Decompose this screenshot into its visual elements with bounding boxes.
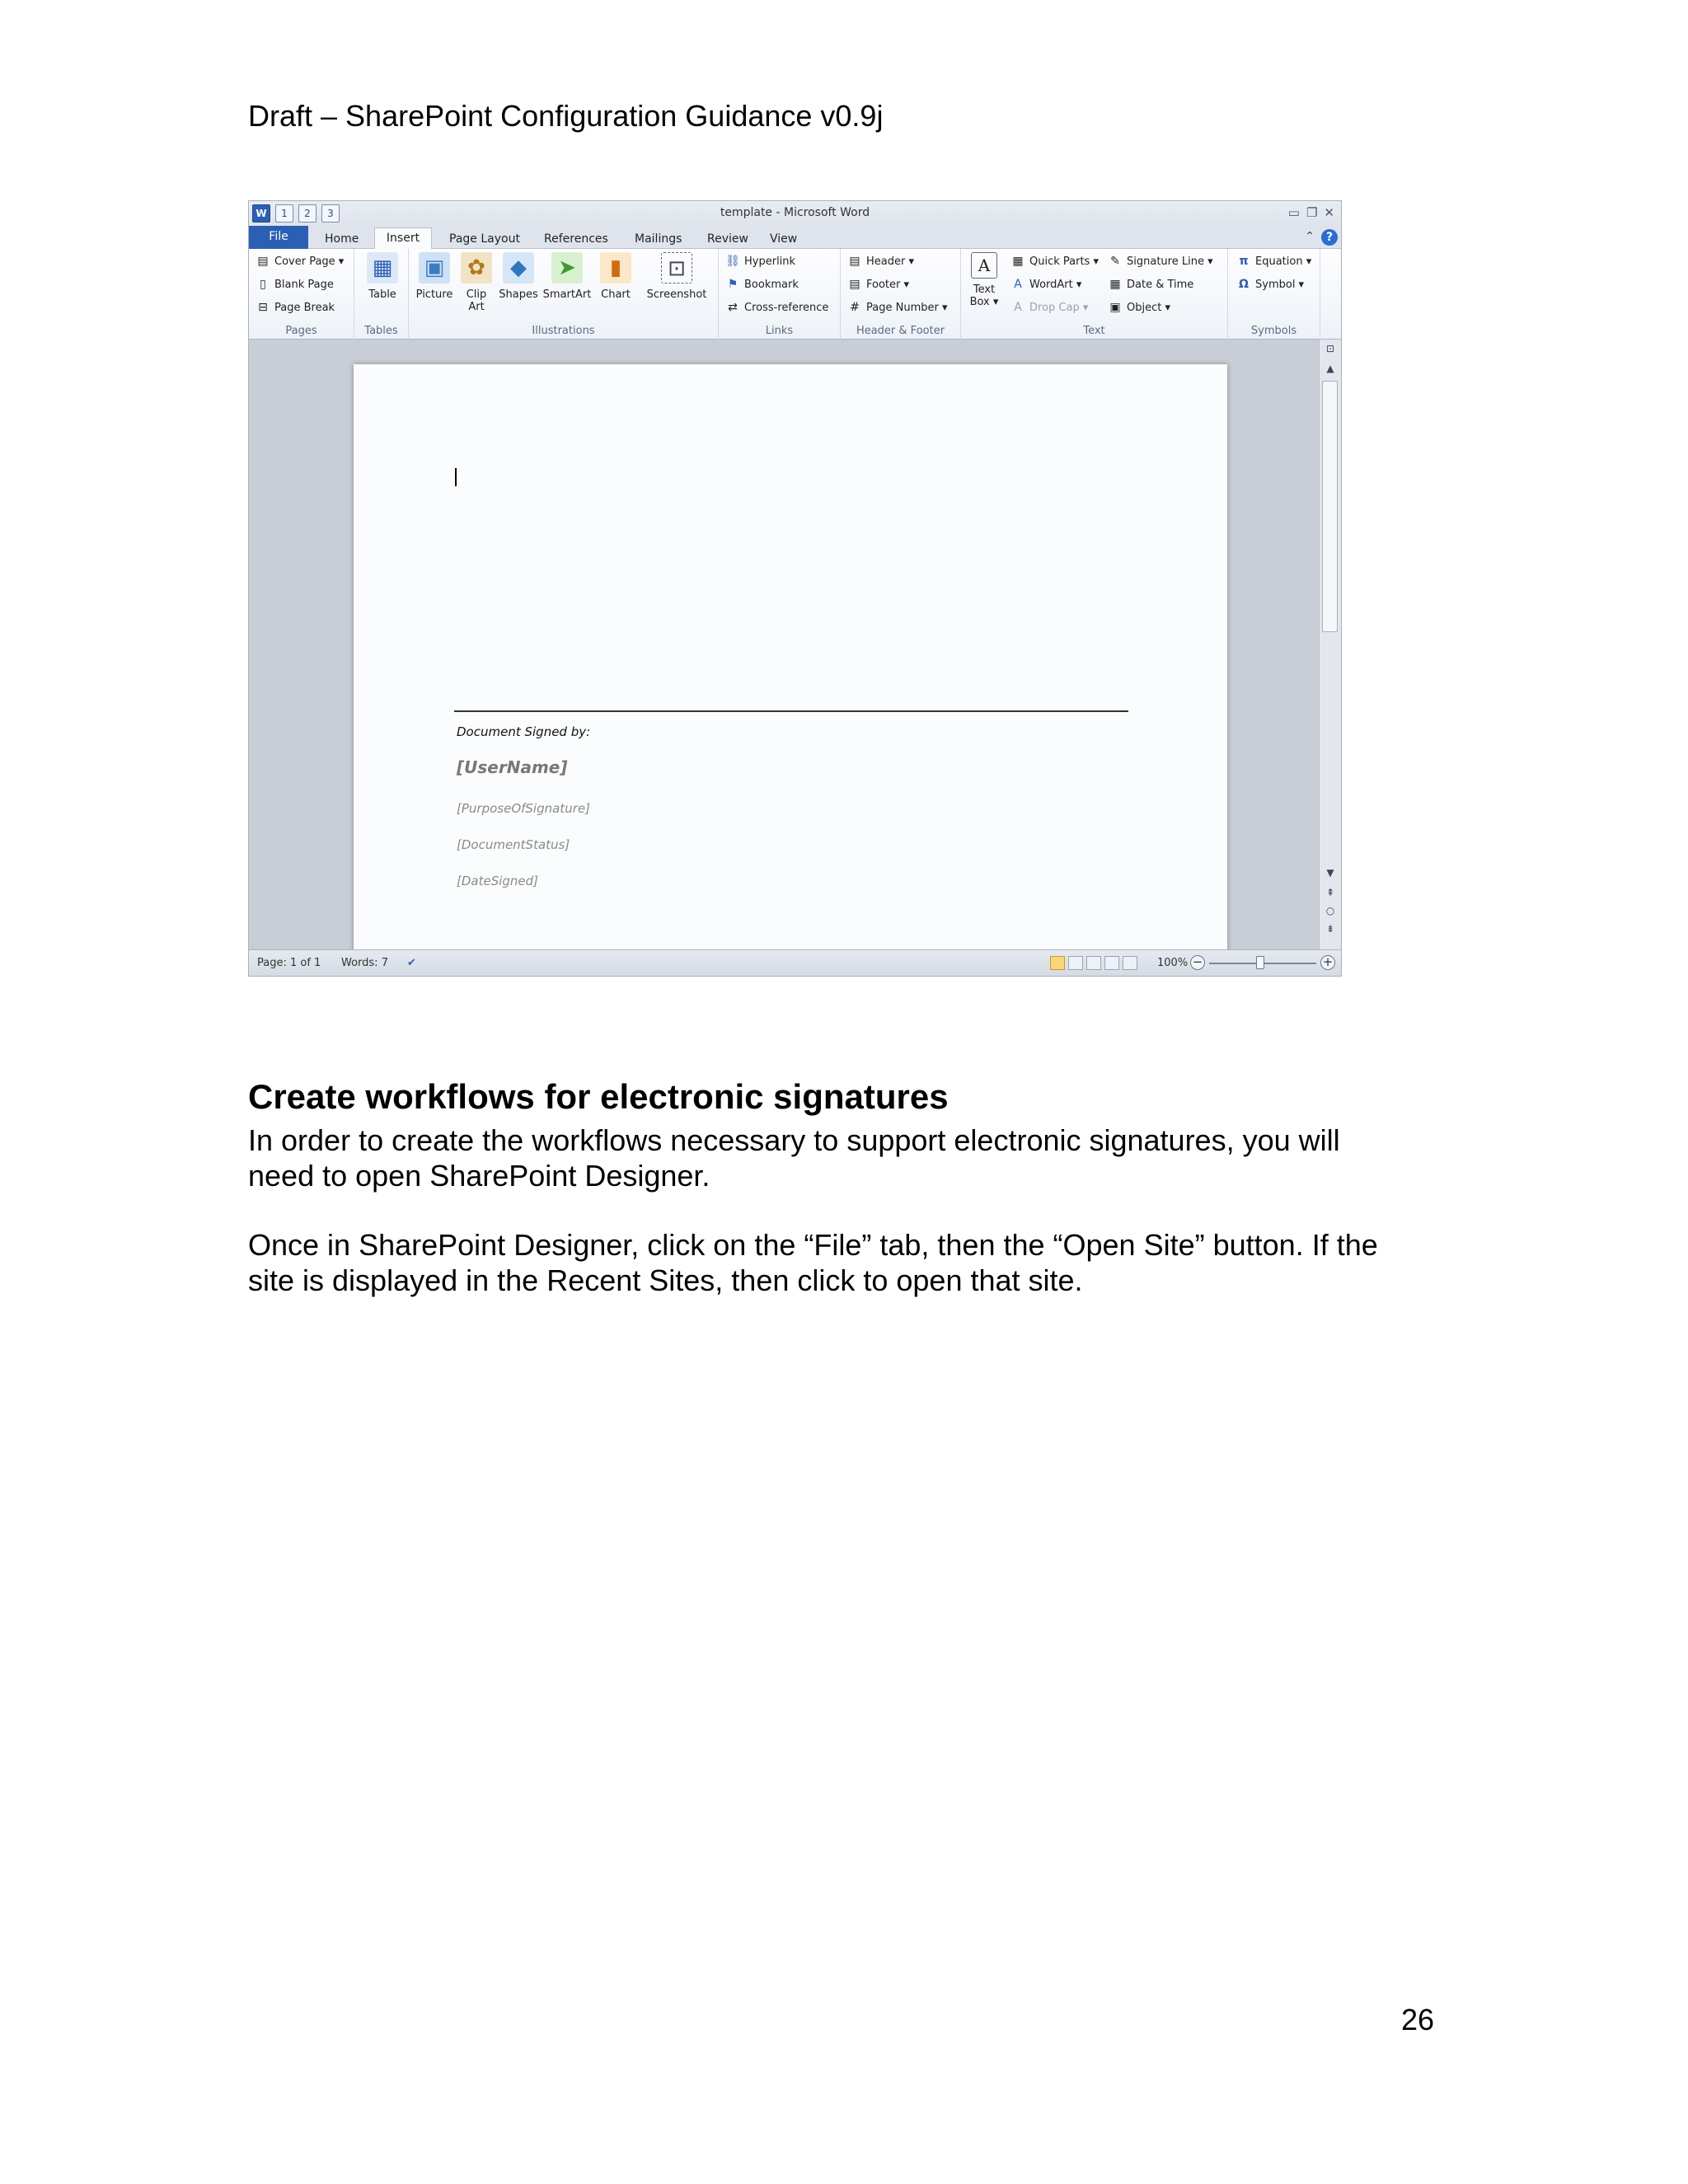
page-number-icon: # xyxy=(850,301,860,314)
status-bar xyxy=(249,949,1341,976)
group-text xyxy=(961,249,1228,340)
group-tables xyxy=(354,249,409,340)
group-label-tables: Tables xyxy=(364,325,398,337)
group-label-illustrations: Illustrations xyxy=(532,325,595,337)
signature-line-button[interactable]: ✎ Signature Line ▾ xyxy=(1108,254,1213,269)
paragraph-1-line-1: In order to create the workflows necessary to support electronic signatures, you will xyxy=(248,1123,1340,1157)
browse-object-icon[interactable]: ○ xyxy=(1325,905,1335,916)
chart-icon: ▮ xyxy=(600,252,631,284)
omega-icon: Ω xyxy=(1239,278,1249,291)
group-label-symbols: Symbols xyxy=(1250,325,1297,337)
clip-art-button[interactable]: ✿ Clip Art xyxy=(460,252,493,313)
redo-icon[interactable]: 3 xyxy=(321,204,340,223)
chart-button[interactable]: ▮ Chart xyxy=(597,252,635,301)
tab-mailings[interactable]: Mailings xyxy=(635,232,682,246)
paragraph-1-line-2: need to open SharePoint Designer. xyxy=(248,1159,710,1193)
section-heading: Create workflows for electronic signatures xyxy=(248,1077,949,1116)
help-icon[interactable]: ? xyxy=(1321,229,1338,246)
window-controls xyxy=(1288,205,1334,220)
drop-cap-icon: A xyxy=(1014,301,1022,314)
page-number-button[interactable]: # Page Number ▾ xyxy=(847,300,947,315)
symbol-button[interactable]: Ω Symbol ▾ xyxy=(1236,277,1304,292)
tab-view[interactable]: View xyxy=(770,232,798,246)
tab-page-layout[interactable]: Page Layout xyxy=(449,232,520,246)
cross-reference-button[interactable]: ⇄ Cross-reference xyxy=(725,300,828,315)
equation-button[interactable]: π Equation ▾ xyxy=(1236,254,1311,269)
page-break-button[interactable]: ⊟ Page Break xyxy=(256,300,335,315)
screenshot-button[interactable]: ⊡ Screenshot xyxy=(641,252,712,301)
smartart-button[interactable]: ➤ SmartArt xyxy=(542,252,592,301)
next-page-icon[interactable]: ⇟ xyxy=(1325,923,1335,935)
draft-view-icon[interactable] xyxy=(1123,956,1137,970)
header-icon: ▤ xyxy=(849,255,860,268)
paragraph-2-line-2: site is displayed in the Recent Sites, then click to open that site. xyxy=(248,1263,1083,1297)
date-time-button[interactable]: ▦ Date & Time xyxy=(1108,277,1193,292)
window-title: template - Microsoft Word xyxy=(720,206,870,219)
ribbon-insert xyxy=(249,249,1341,340)
tab-insert[interactable]: Insert xyxy=(374,227,432,250)
vertical-scrollbar[interactable] xyxy=(1319,340,1341,951)
signed-by-label: Document Signed by: xyxy=(457,724,591,739)
group-header-footer xyxy=(841,249,961,340)
page-break-icon: ⊟ xyxy=(258,301,268,314)
document-page[interactable] xyxy=(354,364,1227,958)
screenshot-icon: ⊡ xyxy=(661,252,692,284)
footer-button[interactable]: ▤ Footer ▾ xyxy=(847,277,909,292)
picture-icon: ▣ xyxy=(419,252,450,284)
quick-parts-icon: ▦ xyxy=(1012,255,1024,268)
group-illustrations xyxy=(409,249,719,340)
page-header: Draft – SharePoint Configuration Guidance v0.9j xyxy=(248,99,884,133)
paragraph-2-line-1: Once in SharePoint Designer, click on the “File” tab, then the “Open Site” button. If the xyxy=(248,1228,1378,1262)
proofing-icon[interactable]: ✔ xyxy=(407,957,416,969)
group-label-links: Links xyxy=(765,325,794,337)
cover-page-icon: ▤ xyxy=(257,255,269,268)
zoom-out-icon[interactable]: − xyxy=(1190,955,1205,970)
scroll-up-icon[interactable]: ▲ xyxy=(1326,363,1334,374)
picture-button[interactable]: ▣ Picture xyxy=(414,252,455,301)
username-placeholder: [UserName] xyxy=(457,757,568,777)
scroll-thumb[interactable] xyxy=(1322,381,1338,632)
cross-reference-icon: ⇄ xyxy=(728,301,738,314)
blank-page-button[interactable]: ▯ Blank Page xyxy=(256,277,334,292)
minimize-ribbon-icon[interactable]: ⌃ xyxy=(1305,230,1315,243)
document-area xyxy=(249,340,1320,951)
header-button[interactable]: ▤ Header ▾ xyxy=(847,254,914,269)
pi-icon: π xyxy=(1239,255,1249,268)
ruler-toggle-icon[interactable]: ⊡ xyxy=(1325,343,1335,354)
hyperlink-icon: ⛓ xyxy=(725,255,740,268)
text-box-icon: A xyxy=(971,252,997,279)
wordart-button[interactable]: A WordArt ▾ xyxy=(1010,277,1081,292)
text-cursor xyxy=(455,468,457,486)
smartart-icon: ➤ xyxy=(551,252,583,284)
outline-view-icon[interactable] xyxy=(1104,956,1119,970)
status-placeholder: [DocumentStatus] xyxy=(457,837,570,852)
table-icon: ▦ xyxy=(367,252,398,284)
undo-icon[interactable]: 2 xyxy=(298,204,316,223)
minimize-icon[interactable]: ▭ xyxy=(1287,205,1300,220)
page-count[interactable]: Page: 1 of 1 xyxy=(257,957,321,969)
clip-art-icon: ✿ xyxy=(461,252,492,284)
group-pages xyxy=(249,249,354,340)
full-screen-view-icon[interactable] xyxy=(1068,956,1083,970)
signature-line-icon: ✎ xyxy=(1110,255,1120,268)
word-logo-icon[interactable]: W xyxy=(252,204,270,223)
title-bar xyxy=(249,201,1341,226)
bookmark-button[interactable]: ⚑ Bookmark xyxy=(725,277,799,292)
web-layout-view-icon[interactable] xyxy=(1086,956,1101,970)
group-label-header-footer: Header & Footer xyxy=(856,325,945,337)
blank-page-icon: ▯ xyxy=(260,278,266,291)
wordart-icon: A xyxy=(1014,278,1022,291)
zoom-in-icon[interactable]: + xyxy=(1320,955,1335,970)
bookmark-icon: ⚑ xyxy=(727,278,738,291)
tab-review[interactable]: Review xyxy=(707,232,748,246)
zoom-level[interactable]: 100% xyxy=(1157,957,1189,969)
group-links xyxy=(719,249,841,340)
word-count[interactable]: Words: 7 xyxy=(341,957,388,969)
restore-icon[interactable]: ❐ xyxy=(1306,205,1318,220)
group-label-text: Text xyxy=(1083,325,1105,337)
page-number: 26 xyxy=(1401,2003,1435,2036)
hyperlink-button[interactable]: ⛓ Hyperlink xyxy=(725,255,796,268)
calendar-icon: ▦ xyxy=(1109,278,1121,291)
scroll-down-icon[interactable]: ▼ xyxy=(1326,867,1334,879)
shapes-icon: ◆ xyxy=(503,252,534,284)
footer-icon: ▤ xyxy=(849,278,860,291)
tab-references[interactable]: References xyxy=(544,232,608,246)
previous-page-icon[interactable]: ⇞ xyxy=(1325,887,1335,898)
shapes-button[interactable]: ◆ Shapes xyxy=(498,252,539,301)
word-screenshot xyxy=(248,200,1342,977)
drop-cap-button[interactable]: A Drop Cap ▾ xyxy=(1010,300,1088,315)
date-signed-placeholder: [DateSigned] xyxy=(457,874,539,888)
group-symbols xyxy=(1228,249,1320,340)
cover-page-button[interactable]: ▤ Cover Page ▾ xyxy=(256,254,344,269)
close-icon[interactable]: ✕ xyxy=(1324,205,1334,220)
quick-parts-button[interactable]: ▦ Quick Parts ▾ xyxy=(1010,254,1099,269)
group-label-pages: Pages xyxy=(285,325,317,337)
table-button[interactable]: ▦ Table xyxy=(364,252,401,301)
object-button[interactable]: ▣ Object ▾ xyxy=(1108,300,1170,315)
purpose-placeholder: [PurposeOfSignature] xyxy=(457,801,590,816)
object-icon: ▣ xyxy=(1109,301,1121,314)
zoom-slider[interactable] xyxy=(1256,956,1264,969)
signature-line xyxy=(454,710,1128,712)
tab-home[interactable]: Home xyxy=(325,232,359,246)
save-icon[interactable]: 1 xyxy=(275,204,293,223)
print-layout-view-icon[interactable] xyxy=(1050,956,1065,970)
ribbon-tabs xyxy=(249,226,1341,249)
tab-file[interactable]: File xyxy=(249,226,308,249)
text-box-button[interactable]: A Text Box ▾ xyxy=(964,252,1004,308)
